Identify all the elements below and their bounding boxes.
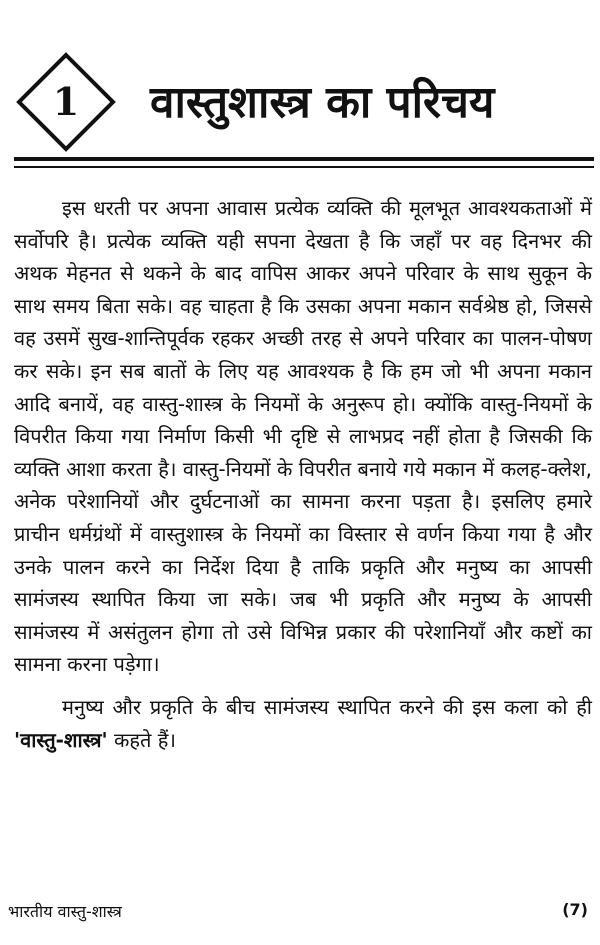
header-rule-thick xyxy=(14,157,594,161)
chapter-title: वास्तुशास्त्र का परिचय xyxy=(150,77,495,128)
paragraph-2-start: मनुष्य और प्रकृति के बीच सामंजस्य स्थापित करने की इस कला को ही xyxy=(62,694,592,719)
page-footer xyxy=(8,900,592,928)
footer-book-title: भारतीय वास्तु-शास्त्र xyxy=(8,902,122,921)
paragraph-1: इस धरती पर अपना आवास प्रत्येक व्यक्ति की मूलभूत आवश्यकताओं में सर्वोपरि है। प्रत्येक व्यक्ति यही सपना देखता है कि जहाँ पर वह दिनभर की अथक मेहनत से थकने के बाद वापिस आकर अपने परिवार के साथ सुकून के साथ समय बिता सके। वह चाहता है कि उसका अपना मकान सर्वश्रेष्ठ हो, जिससे वह उसमें सुख-शान्तिपूर्वक रहकर अच्छी तरह से अपने परिवार का पालन-पोषण कर सके। इन सब बातों के लिए यह आवश्यक है कि हम जो भी अपना मकान आदि बनायें, वह वास्तु-शास्त्र के नियमों के अनुरूप हो। क्योंकि वास्तु-नियमों के विपरीत किया गया निर्माण किसी भी दृष्टि से लाभप्रद नहीं होता है जिसकी कि व्यक्ति आशा करता है। वास्तु-नियमों के विपरीत बनाये गये मकान में कलह-क्लेश, अनेक परेशानियों और दुर्घटनाओं का सामना करना पड़ता है। इसलिए हमारे प्राचीन धर्मग्रंथों में वास्तुशास्त्र के नियमों का विस्तार से वर्णन किया गया है और उनके पालन करने का निर्देश दिया है ताकि प्रकृति और मनुष्य का आपसी सामंजस्य स्थापित किया जा सके। जब भी प्रकृति और मनुष्य के आपसी सामंजस्य में असंतुलन होगा तो उसे विभिन्न प्रकार की परेशानियाँ और कष्टों का सामना करना पड़ेगा। xyxy=(14,196,592,677)
chapter-number-badge xyxy=(16,52,116,152)
paragraph-2-quote: 'वास्तु-शास्त्र' xyxy=(14,727,108,752)
chapter-body xyxy=(14,192,592,756)
paragraph-2 xyxy=(14,691,592,756)
paragraph-2-end: कहते हैं। xyxy=(114,727,176,752)
chapter-number: 1 xyxy=(52,79,80,124)
footer-page-number: (7) xyxy=(562,900,588,919)
chapter-header xyxy=(0,0,600,160)
header-rule-thin xyxy=(14,166,594,168)
